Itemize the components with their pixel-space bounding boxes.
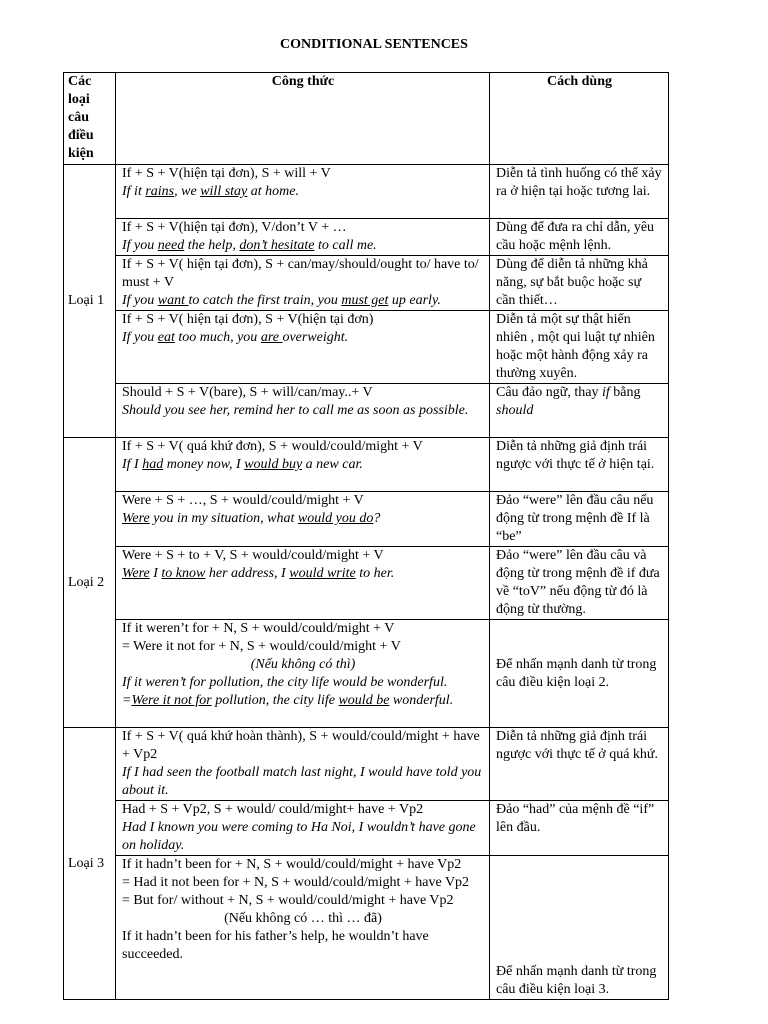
formula-line: Were + S + to + V, S + would/could/might + V xyxy=(122,548,384,563)
example-segment: too much, you xyxy=(174,330,261,345)
example-segment: If you xyxy=(122,293,158,308)
document-title: CONDITIONAL SENTENCES xyxy=(280,37,468,52)
example-segment: , we xyxy=(174,184,201,199)
example-segment: want xyxy=(157,293,189,308)
example-segment: rains xyxy=(145,184,175,199)
formula-cell xyxy=(116,438,490,492)
usage-cell: Để nhấn mạnh danh từ trong câu điều kiện loại 2. xyxy=(490,620,669,728)
formula-cell xyxy=(116,311,490,384)
example-segment: Should you see her, remind her to call me as soon as possible. xyxy=(122,403,469,418)
example-segment: would be xyxy=(338,693,390,708)
formula-line: If + S + V(hiện tại đơn), S + will + V xyxy=(122,166,331,181)
formula-line: If it hadn’t been for + N, S + would/could/might + have Vp2 xyxy=(122,857,462,872)
table-row xyxy=(64,492,669,547)
table-row xyxy=(64,256,669,311)
header-row xyxy=(64,73,669,165)
formula-cell xyxy=(116,620,490,728)
table-row xyxy=(64,165,669,219)
formula-line: If + S + V( quá khứ đơn), S + would/could/might + V xyxy=(122,439,423,454)
formula-note: (Nếu không có thì) xyxy=(250,657,356,672)
example-sentence xyxy=(122,764,484,800)
formula-cell xyxy=(116,728,490,801)
formula-line: Were + S + …, S + would/could/might + V xyxy=(122,493,364,508)
table-row xyxy=(64,438,669,492)
condition-type-label: Loại 1 xyxy=(64,165,116,438)
example-segment: = xyxy=(122,693,132,708)
example-segment: her address, I xyxy=(205,566,290,581)
example-segment: up early. xyxy=(388,293,441,308)
formula-line: If + S + V(hiện tại đơn), V/don’t V + … xyxy=(122,220,347,235)
table-row xyxy=(64,620,669,728)
table-row xyxy=(64,311,669,384)
usage-cell: Đảo “were” lên đầu câu nếu động từ trong mệnh đề If là “be” xyxy=(490,492,669,547)
formula-cell xyxy=(116,547,490,620)
example-segment: If it xyxy=(122,184,146,199)
header-formula: Công thức xyxy=(116,73,490,165)
table-row xyxy=(64,801,669,856)
usage-segment: bằng xyxy=(609,385,641,400)
example-segment: overweight. xyxy=(282,330,349,345)
example-sentence xyxy=(122,183,484,201)
formula-cell xyxy=(116,219,490,256)
example-segment: are xyxy=(260,330,283,345)
formula-cell xyxy=(116,384,490,438)
example-segment: If I xyxy=(122,457,143,472)
example-segment: Were it not for xyxy=(131,693,212,708)
formula-cell xyxy=(116,856,490,1000)
example-sentence xyxy=(122,329,484,347)
example-sentence xyxy=(122,674,484,692)
example-segment: Were xyxy=(122,566,150,581)
usage-segment: should xyxy=(496,403,534,418)
usage-cell: Diễn tả một sự thật hiển nhiên , một qui luật tự nhiên hoặc một hành động xảy ra thường xuyên. xyxy=(490,311,669,384)
example-segment: I xyxy=(149,566,162,581)
example-segment: money now, I xyxy=(163,457,245,472)
example-sentence xyxy=(122,402,484,420)
formula-line: = Were it not for + N, S + would/could/might + V xyxy=(122,639,401,654)
example-segment: a new car. xyxy=(302,457,363,472)
example-sentence xyxy=(122,819,484,855)
example-segment: Had I known you were coming to Ha Noi, I wouldn’t have gone on holiday. xyxy=(122,820,476,853)
example-sentence: If it hadn’t been for his father’s help, he wouldn’t have succeeded. xyxy=(122,929,429,962)
example-segment: Were xyxy=(122,511,150,526)
formula-line: If + S + V( hiện tại đơn), S + can/may/should/ought to/ have to/ must + V xyxy=(122,257,479,290)
usage-cell: Dùng để diễn tả những khả năng, sự bắt buộc hoặc sự cần thiết… xyxy=(490,256,669,311)
example-segment: the help, xyxy=(184,238,240,253)
example-segment: If I had seen the football match last night, I would have told you about it. xyxy=(122,765,482,798)
usage-cell: Đảo “were” lên đầu câu và động từ trong mệnh đề if đưa về “toV” nếu động từ đó là động từ thường. xyxy=(490,547,669,620)
example-segment: need xyxy=(157,238,185,253)
example-segment: wonderful. xyxy=(389,693,454,708)
example-segment: had xyxy=(142,457,164,472)
example-segment: eat xyxy=(157,330,175,345)
table-row xyxy=(64,728,669,801)
usage-cell: Dùng để đưa ra chỉ dẫn, yêu cầu hoặc mệnh lệnh. xyxy=(490,219,669,256)
formula-line: = But for/ without + N, S + would/could/might + have Vp2 xyxy=(122,893,454,908)
example-segment: ? xyxy=(373,511,381,526)
example-segment: to call me. xyxy=(314,238,377,253)
example-segment: at home. xyxy=(247,184,299,199)
formula-line: If + S + V( quá khứ hoàn thành), S + would/could/might + have + Vp2 xyxy=(122,729,480,762)
formula-line: Had + S + Vp2, S + would/ could/might+ have + Vp2 xyxy=(122,802,424,817)
example-sentence xyxy=(122,237,484,255)
formula-line: If + S + V( hiện tại đơn), S + V(hiện tại đơn) xyxy=(122,312,374,327)
example-segment: If you xyxy=(122,330,158,345)
example-segment: If it weren’t for pollution, the city life would be wonderful. xyxy=(122,675,448,690)
table-row xyxy=(64,384,669,438)
usage-cell: Đảo “had” của mệnh đề “if” lên đầu. xyxy=(490,801,669,856)
formula-cell xyxy=(116,492,490,547)
table-row xyxy=(64,856,669,1000)
usage-cell: Để nhấn mạnh danh từ trong câu điều kiện loại 3. xyxy=(490,856,669,1000)
usage-segment: Câu đảo ngữ, thay xyxy=(496,385,602,400)
condition-type-label: Loại 2 xyxy=(64,438,116,728)
example-segment: must get xyxy=(341,293,389,308)
header-usage: Cách dùng xyxy=(490,73,669,165)
formula-line: = Had it not been for + N, S + would/could/might + have Vp2 xyxy=(122,875,470,890)
example-segment: you in my situation, what xyxy=(149,511,298,526)
formula-cell xyxy=(116,801,490,856)
example-segment: will stay xyxy=(200,184,248,199)
condition-type-label: Loại 3 xyxy=(64,728,116,1000)
formula-cell xyxy=(116,256,490,311)
example-sentence xyxy=(122,565,484,583)
example-segment: would you do xyxy=(297,511,374,526)
example-segment: don’t hesitate xyxy=(239,238,315,253)
example-segment: to her. xyxy=(355,566,395,581)
example-sentence xyxy=(122,510,484,528)
example-segment: would write xyxy=(289,566,356,581)
formula-line: If it weren’t for + N, S + would/could/might + V xyxy=(122,621,395,636)
usage-cell: Diễn tả tình huống có thể xảy ra ở hiện tại hoặc tương lai. xyxy=(490,165,669,219)
formula-line: Should + S + V(bare), S + will/can/may..+ V xyxy=(122,385,373,400)
example-segment: to catch the first train, you xyxy=(188,293,342,308)
example-sentence xyxy=(122,292,484,310)
example-segment: to know xyxy=(161,566,206,581)
example-sentence xyxy=(122,456,484,474)
table-row xyxy=(64,219,669,256)
formula-note: (Nếu không có … thì … đã) xyxy=(224,911,382,926)
usage-cell: Diễn tả những giả định trái ngược với thực tế ở quá khứ. xyxy=(490,728,669,801)
usage-cell xyxy=(490,384,669,438)
usage-segment: if xyxy=(601,385,610,400)
table-body xyxy=(64,165,669,1000)
example-segment: If you xyxy=(122,238,158,253)
formula-cell xyxy=(116,165,490,219)
usage-cell: Diễn tả những giả định trái ngược với thực tế ở hiện tại. xyxy=(490,438,669,492)
example-sentence-inverted xyxy=(122,692,484,710)
example-segment: would buy xyxy=(244,457,303,472)
header-type: Các loại câu điều kiện xyxy=(64,73,116,165)
table-row xyxy=(64,547,669,620)
conditional-table xyxy=(63,72,669,1000)
example-segment: pollution, the city life xyxy=(211,693,339,708)
